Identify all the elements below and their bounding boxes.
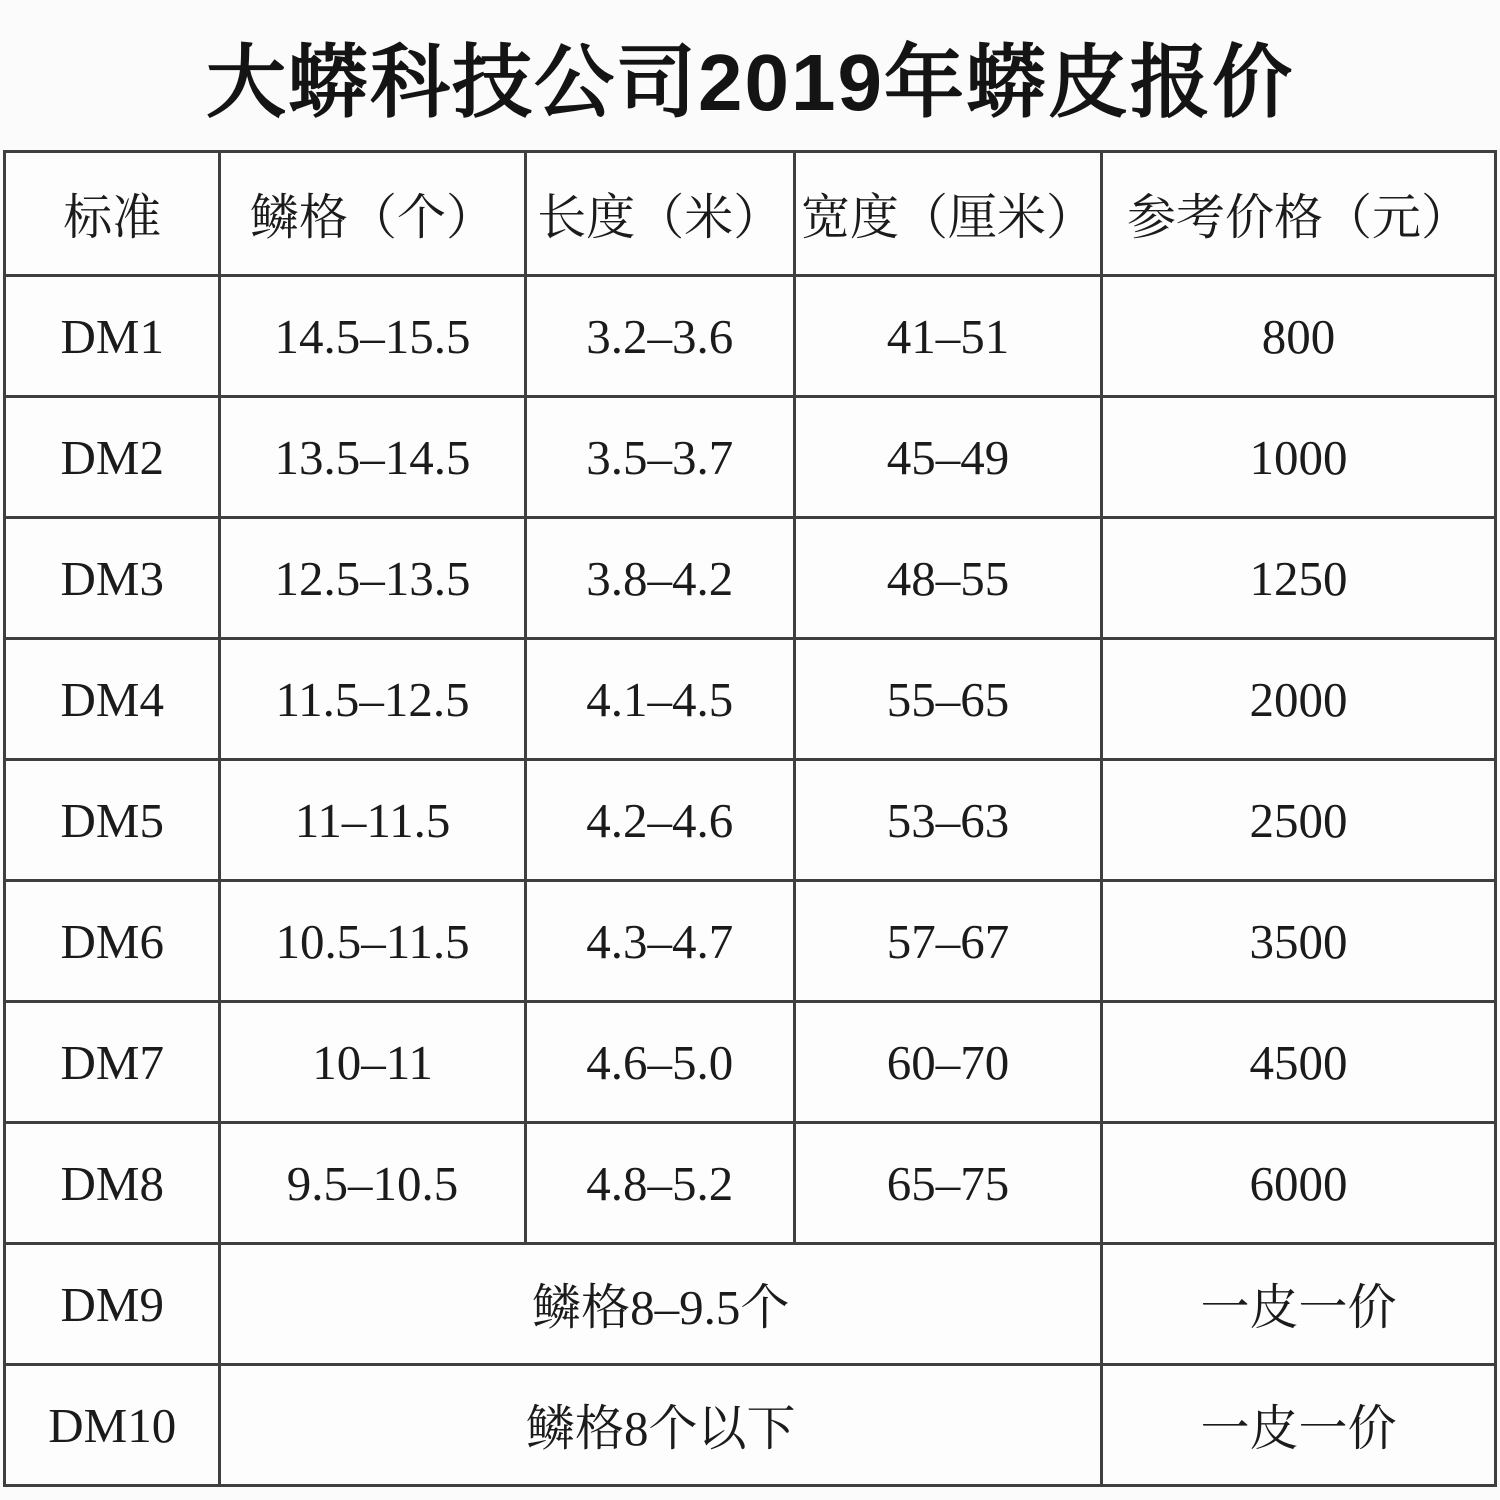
cell-price: 4500 xyxy=(1102,1002,1496,1123)
cell-standard: DM1 xyxy=(5,276,220,397)
cell-merged-description: 鳞格8个以下 xyxy=(220,1365,1102,1486)
table-row xyxy=(5,397,1496,518)
cell-price: 1250 xyxy=(1102,518,1496,639)
cell-scales: 10.5–11.5 xyxy=(220,881,525,1002)
page-title: 大蟒科技公司2019年蟒皮报价 xyxy=(206,37,1294,127)
cell-standard: DM7 xyxy=(5,1002,220,1123)
cell-length: 4.6–5.0 xyxy=(525,1002,794,1123)
cell-length: 4.1–4.5 xyxy=(525,639,794,760)
cell-width: 57–67 xyxy=(794,881,1101,1002)
header-row xyxy=(5,152,1496,276)
table-row xyxy=(5,1123,1496,1244)
cell-length: 3.5–3.7 xyxy=(525,397,794,518)
cell-width: 60–70 xyxy=(794,1002,1101,1123)
cell-length: 4.2–4.6 xyxy=(525,760,794,881)
cell-standard: DM9 xyxy=(5,1244,220,1365)
cell-scales: 11–11.5 xyxy=(220,760,525,881)
header-scales: 鳞格（个） xyxy=(220,152,525,276)
cell-scales: 10–11 xyxy=(220,1002,525,1123)
cell-length: 3.2–3.6 xyxy=(525,276,794,397)
cell-standard: DM4 xyxy=(5,639,220,760)
header-length: 长度（米） xyxy=(525,152,794,276)
cell-scales: 14.5–15.5 xyxy=(220,276,525,397)
cell-length: 4.3–4.7 xyxy=(525,881,794,1002)
cell-price: 一皮一价 xyxy=(1102,1244,1496,1365)
header-width: 宽度（厘米） xyxy=(794,152,1101,276)
table-row-merged xyxy=(5,1244,1496,1365)
cell-scales: 11.5–12.5 xyxy=(220,639,525,760)
cell-standard: DM2 xyxy=(5,397,220,518)
cell-price: 3500 xyxy=(1102,881,1496,1002)
cell-width: 65–75 xyxy=(794,1123,1101,1244)
cell-price: 800 xyxy=(1102,276,1496,397)
cell-length: 3.8–4.2 xyxy=(525,518,794,639)
table-row xyxy=(5,639,1496,760)
cell-price: 一皮一价 xyxy=(1102,1365,1496,1486)
cell-price: 2500 xyxy=(1102,760,1496,881)
table-row xyxy=(5,518,1496,639)
cell-price: 1000 xyxy=(1102,397,1496,518)
price-table xyxy=(3,150,1497,1487)
cell-standard: DM8 xyxy=(5,1123,220,1244)
table-row-merged xyxy=(5,1365,1496,1486)
cell-width: 48–55 xyxy=(794,518,1101,639)
cell-width: 53–63 xyxy=(794,760,1101,881)
cell-width: 55–65 xyxy=(794,639,1101,760)
table-row xyxy=(5,760,1496,881)
table-row xyxy=(5,881,1496,1002)
cell-price: 2000 xyxy=(1102,639,1496,760)
cell-length: 4.8–5.2 xyxy=(525,1123,794,1244)
cell-width: 45–49 xyxy=(794,397,1101,518)
header-standard: 标准 xyxy=(5,152,220,276)
cell-merged-description: 鳞格8–9.5个 xyxy=(220,1244,1102,1365)
cell-width: 41–51 xyxy=(794,276,1101,397)
cell-scales: 9.5–10.5 xyxy=(220,1123,525,1244)
cell-scales: 13.5–14.5 xyxy=(220,397,525,518)
table-row xyxy=(5,1002,1496,1123)
table-row xyxy=(5,276,1496,397)
cell-price: 6000 xyxy=(1102,1123,1496,1244)
cell-scales: 12.5–13.5 xyxy=(220,518,525,639)
cell-standard: DM5 xyxy=(5,760,220,881)
cell-standard: DM10 xyxy=(5,1365,220,1486)
cell-standard: DM6 xyxy=(5,881,220,1002)
header-price: 参考价格（元） xyxy=(1102,152,1496,276)
cell-standard: DM3 xyxy=(5,518,220,639)
